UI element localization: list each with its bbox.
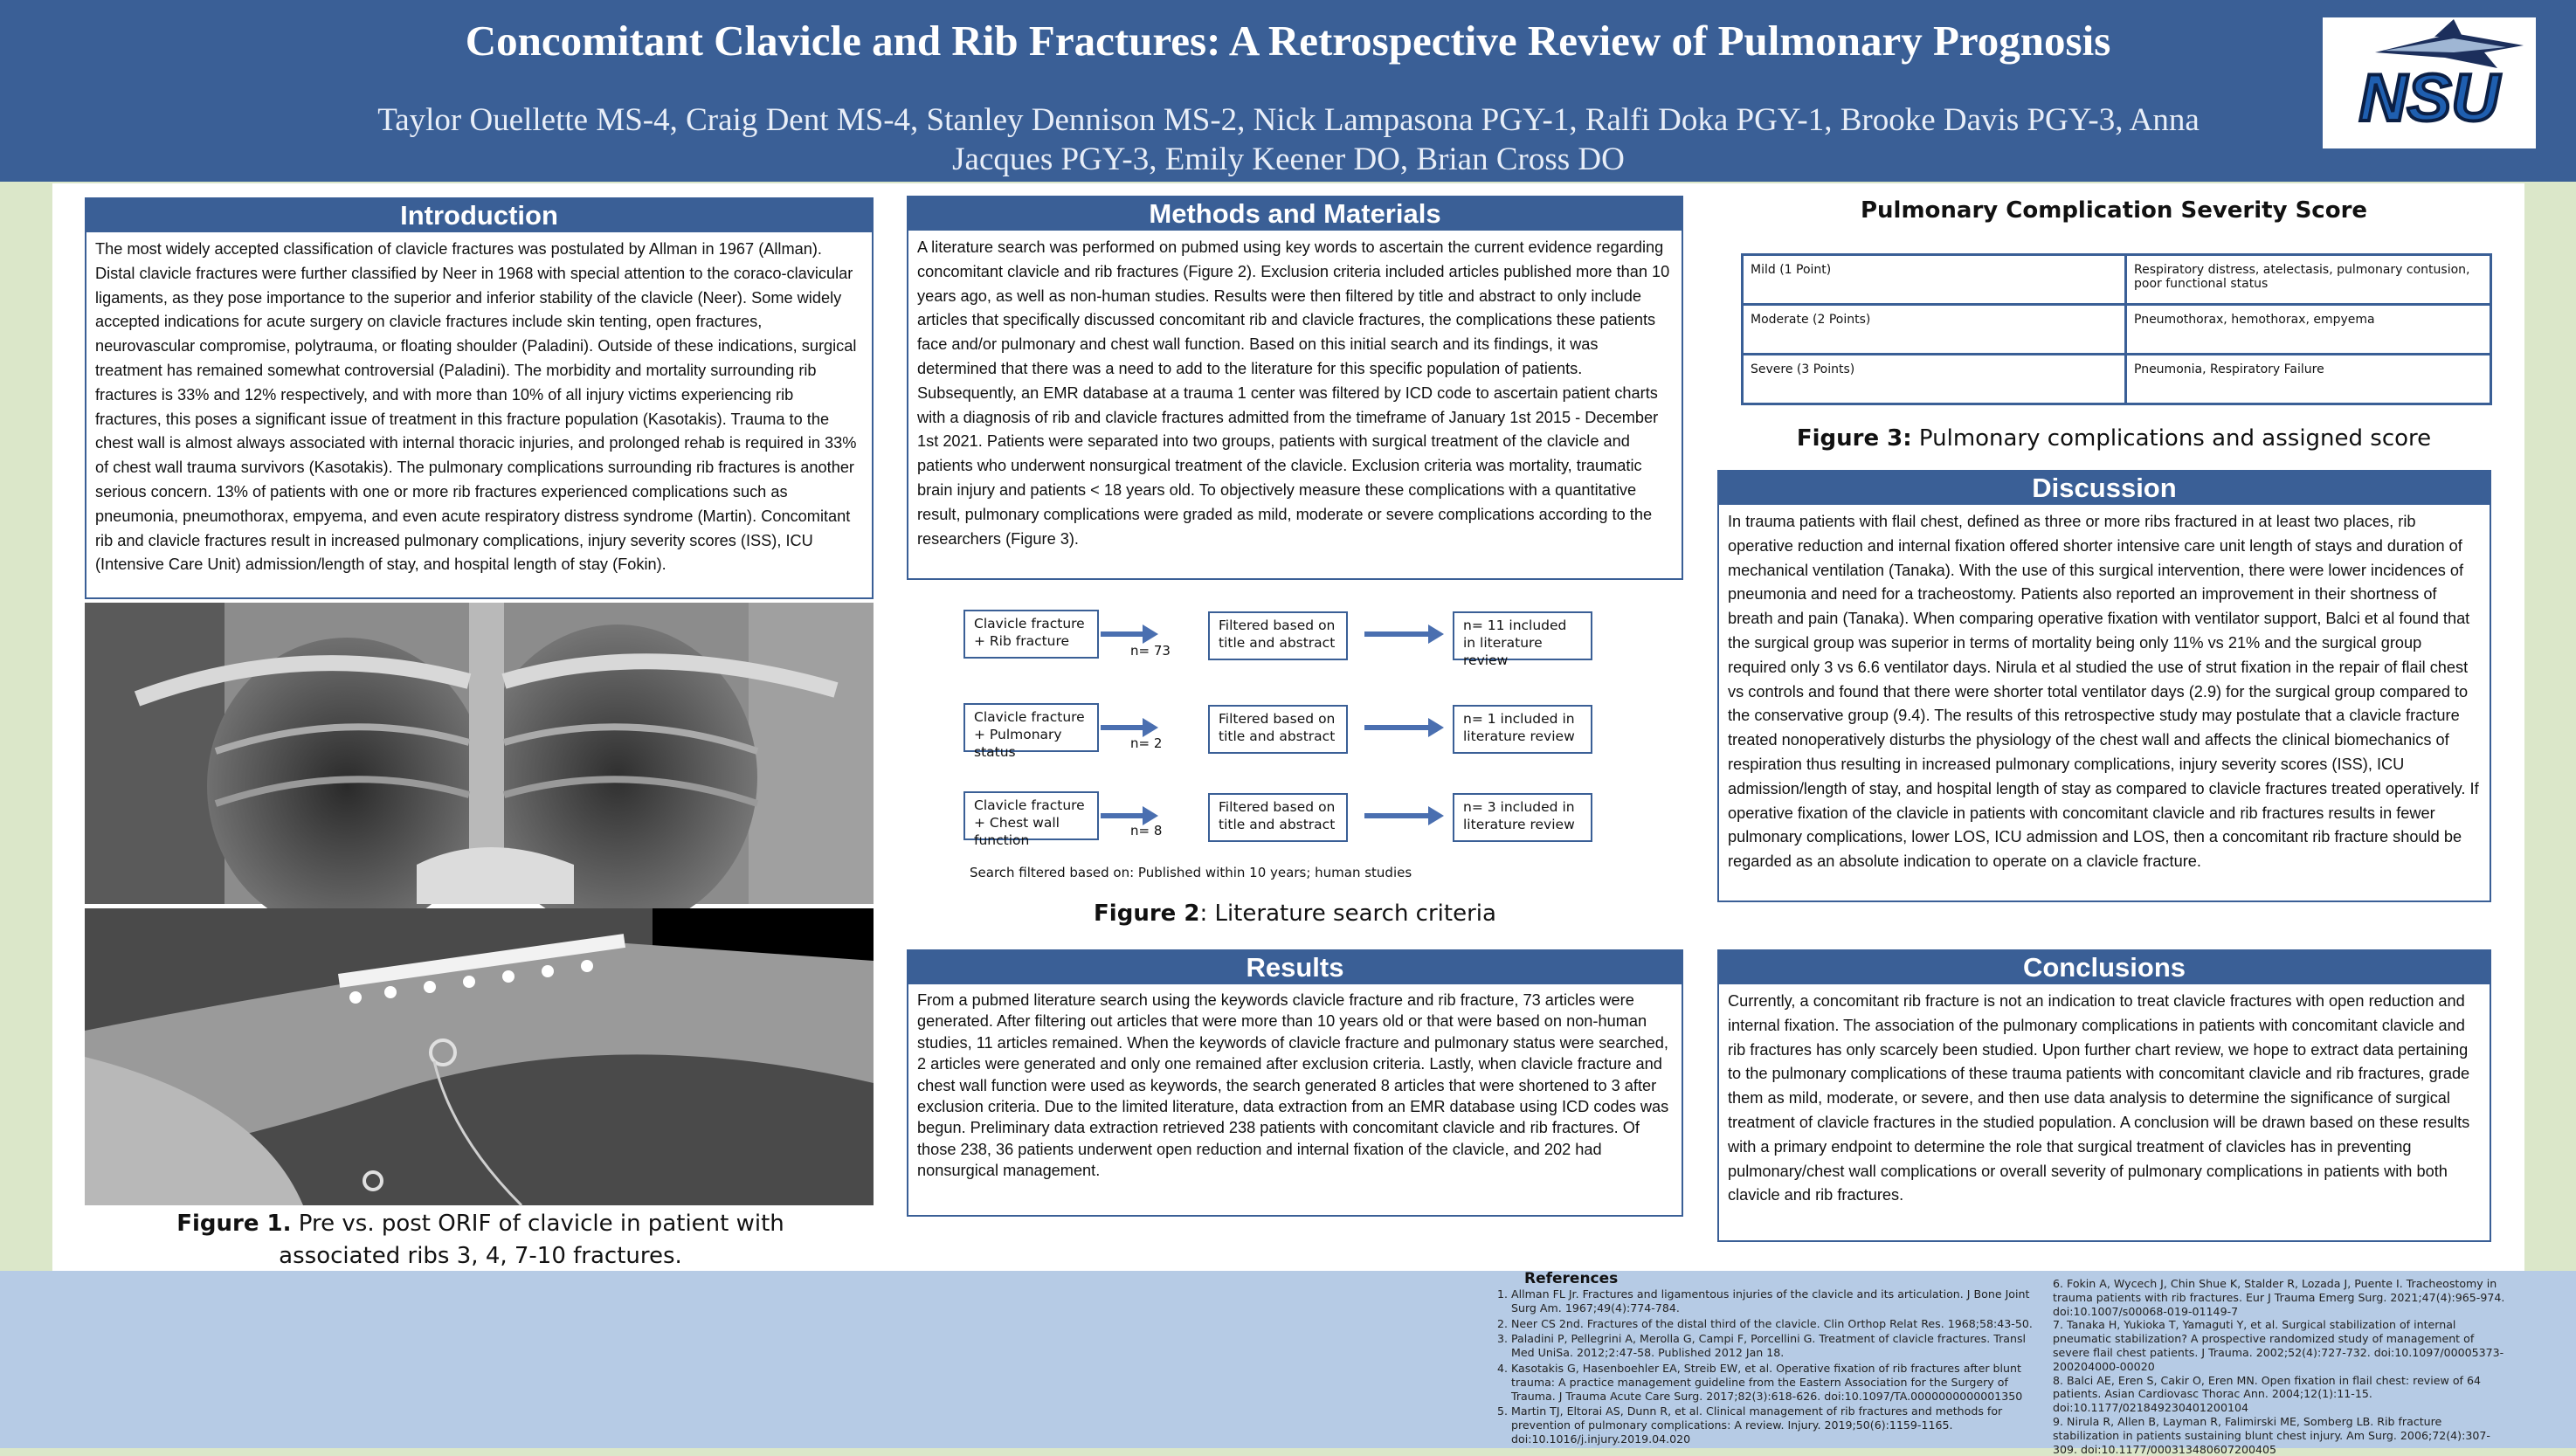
reference-item: 2. Neer CS 2nd. Fractures of the distal third of the clavicle. Clin Orthop Relat Res. 1968;58:43-50. <box>1511 1317 2034 1331</box>
results-text: From a pubmed literature search using the keywords clavicle fracture and rib fracture, 73 articles were generated. After filtering out articles that were more than 10 years old or that were based on non-human studies, 11 articles remained. When the keywords of clavicle fracture and pulmonary status were searched, 2 articles were generated and only one remained after exclusion criteria. Lastly, when clavicle fracture and chest wall function were used as keywords, the search generated 8 articles that were shortened to 3 after exclusion criteria. Due to the limited literature, data extraction from an EMR database using ICD codes was begun. Preliminary data extraction retrieved 238 patients with concomitant clavicle and rib fractures. Of those 238, 36 patients underwent open reduction and internal fixation of the clavicle, and 202 had nonsurgical management. <box>917 991 1669 1180</box>
methods-section <box>907 196 1683 580</box>
figure-2-label: Figure 2 <box>1094 901 1200 927</box>
flow-filter-box: Filtered based on title and abstract <box>1208 705 1348 754</box>
flow-arrow-icon <box>1101 725 1144 730</box>
table-row <box>1743 255 2491 305</box>
severity-items-cell: Respiratory distress, atelectasis, pulmonary contusion, poor functional status <box>2126 255 2491 305</box>
flow-count-label: n= 73 <box>1130 643 1171 659</box>
reference-item: 9. Nirula R, Allen B, Layman R, Falimirski ME, Somberg LB. Rib fracture stabilization in patients sustaining blunt chest injury. Am Surg. 2006;72(4):307-309. doi:10.1177/000313480607200405 <box>2053 1414 2490 1456</box>
search-filter-note: Search filtered based on: Published within 10 years; human studies <box>970 865 1412 880</box>
references-list-left <box>1492 1287 2034 1448</box>
figure-3-label: Figure 3: <box>1796 425 1912 452</box>
conclusions-text: Currently, a concomitant rib fracture is not an indication to treat clavicle fractures with open reduction and internal fixation. The association of the pulmonary complications in patients with concomitant clavicle and rib fractures has only scarcely been studied. Upon further chart review, we hope to extract data pertaining to the pulmonary complications of these trauma patients with concomitant clavicle and rib fractures, grade them as mild, moderate, or severe, and then use data analysis to determine the significance of surgical treatment of clavicle fractures in the studied population. A conclusion will be drawn based on these results with a primary endpoint to determine the role that surgical treatment of clavicles has in preventing pulmonary/chest wall complications or overall severity of pulmonary complications in patients with both clavicle and rib fractures. <box>1728 992 2470 1204</box>
shoulder-xray-image <box>85 908 874 1205</box>
severity-table-wrapper <box>1741 253 2492 405</box>
conclusions-section <box>1717 949 2491 1242</box>
severity-table <box>1741 253 2492 405</box>
literature-search-flowchart <box>907 603 1683 891</box>
reference-item: 8. Balci AE, Eren S, Cakir O, Eren MN. Open fixation in flail chest: review of 64 patients. Asian Cardiovasc Thorac Ann. 2004;12(1):11-15. doi:10.1177/021849230401200104 <box>2053 1373 2481 1415</box>
poster-title: Concomitant Clavicle and Rib Fractures: A Retrospective Review of Pulmonary Prognosis <box>465 17 2111 65</box>
reference-item: 4. Kasotakis G, Hasenboehler EA, Streib EW, et al. Operative fixation of rib fractures after blunt trauma: A practice management guideline from the Eastern Association for the Surgery of Trauma. J Trauma Acute Care Surg. 2017;82(3):618-626. doi:10.1097/TA.0000000000001350 <box>1511 1362 2034 1403</box>
reference-item: 6. Fokin A, Wycech J, Chin Shue K, Stalder R, Lozada J, Puente I. Tracheostomy in trauma patients with rib fractures. Eur J Trauma Emerg Surg. 2021;47(4):965-974. doi:10.1007/s00068-019-01149-7 <box>2053 1277 2505 1318</box>
flow-filter-box: Filtered based on title and abstract <box>1208 611 1348 660</box>
chest-xray-image <box>85 603 874 904</box>
references-heading: References <box>1524 1270 1619 1287</box>
severity-grade-cell: Moderate (2 Points) <box>1743 305 2126 355</box>
flow-arrow-icon <box>1364 725 1430 730</box>
methods-heading: Methods and Materials <box>908 197 1682 231</box>
shark-logo-icon <box>2323 17 2536 148</box>
flow-count-label: n= 8 <box>1130 823 1163 838</box>
severity-items-cell: Pneumonia, Respiratory Failure <box>2126 355 2491 404</box>
flow-result-box: n= 11 included in literature review <box>1453 611 1592 660</box>
discussion-heading: Discussion <box>1719 472 2490 505</box>
flow-result-box: n= 1 included in literature review <box>1453 705 1592 754</box>
introduction-heading: Introduction <box>86 199 872 232</box>
flow-arrow-icon <box>1101 813 1144 818</box>
flow-count-label: n= 2 <box>1130 735 1163 751</box>
reference-item: 1. Allman FL Jr. Fractures and ligamentous injuries of the clavicle and its articulation. J Bone Joint Surg Am. 1967;49(4):774-784. <box>1511 1287 2034 1315</box>
poster-authors: Taylor Ouellette MS-4, Craig Dent MS-4, Stanley Dennison MS-2, Nick Lampasona PGY-1, Ralfi Doka PGY-1, Brooke Davis PGY-3, Anna Jacques PGY-3, Emily Keener DO, Brian Cross DO <box>377 102 2200 177</box>
methods-text: A literature search was performed on pubmed using key words to ascertain the current evidence regarding concomitant clavicle and rib fractures (Figure 2). Exclusion criteria included articles published more than 10 years ago, as well as non-human studies. Results were then filtered by title and abstract to only include articles that specifically discussed concomitant rib and clavicle fractures, the complications these patients face and/or pulmonary and chest wall function. Based on this initial search and its findings, it was determined that there was a need to add to the literature for this specific population of patients. Subsequently, an EMR database at a trauma 1 center was filtered by ICD code to ascertain patient charts with a diagnosis of rib and clavicle fractures admitted from the timeframe of January 1st 2015 - December 1st 2021. Patients were separated into two groups, patients with surgical treatment of the clavicle and patients who underwent nonsurgical treatment of the clavicle. Exclusion criteria was mortality, traumatic brain injury and patients < 18 years old. To objectively measure these complications with a quantitative result, pulmonary complications were graded as mild, moderate or severe complications according to the researchers (Figure 3). <box>917 238 1670 548</box>
severity-table-title: Pulmonary Complication Severity Score <box>1860 197 2368 224</box>
figure-1-text: Pre vs. post ORIF of clavicle in patient with associated ribs 3, 4, 7-10 fractures. <box>279 1211 784 1269</box>
flow-arrow-icon <box>1101 631 1144 637</box>
flow-filter-box: Filtered based on title and abstract <box>1208 793 1348 842</box>
flow-start-box: Clavicle fracture + Chest wall function <box>963 791 1099 840</box>
conclusions-heading: Conclusions <box>1719 951 2490 984</box>
reference-item: 7. Tanaka H, Yukioka T, Yamaguti Y, et al. Surgical stabilization of internal pneumatic stabilization? A prospective randomized study of management of severe flail chest patients. J Trauma. 2002;52(4):727-732. doi:10.1097/00005373-200204000-00020 <box>2053 1318 2504 1373</box>
discussion-section <box>1717 470 2491 902</box>
table-row <box>1743 355 2491 404</box>
table-row <box>1743 305 2491 355</box>
figure-1-caption <box>122 1208 839 1273</box>
references-list-right <box>2053 1277 2507 1456</box>
figure-1-label: Figure 1. <box>176 1211 292 1237</box>
discussion-text: In trauma patients with flail chest, defined as three or more ribs fractured in at least two places, rib operative reduction and internal fixation offered shorter intensive care unit length of stays and duration of mechanical ventilation (Tanaka). With the use of this surgical intervention, there were lower incidences of pneumonia and need for a tracheostomy. Patients also reported an improvement in their shortness of breath and pain (Tanaka). When comparing operative fixation with ventilator support, Balci et al found that the surgical group was superior in terms of mortality being only 11% vs 21% and the surgical group required only 3 vs 6.6 ventilator days. Nirula et al studied the use of strut fixation in the repair of flail chest vs controls and found that there were shorter total ventilator days (2.9) for the surgical group compared to the conservative group (9.4). The results of this retrospective study may postulate that a clavicle fracture treated nonoperatively disturbs the physiology of the chest wall and affects the clinical biomechanics of respiration thus resulting in increased pulmonary complications, injury severity scores (ISS), ICU admission/length of stay, and hospital length of stay as compared to clavicle fractures treated operatively. If operative fixation of the clavicle in patients with concomitant clavicle and rib fractures results in fewer pulmonary complications, lower LOS, ICU admission and LOS, then a concomitant rib fracture should be regarded as an absolute indication to operate on a clavicle fracture. <box>1728 513 2479 871</box>
figure-2-text: : Literature search criteria <box>1199 901 1496 927</box>
flow-arrow-icon <box>1364 813 1430 818</box>
flow-start-box: Clavicle fracture + Pulmonary status <box>963 703 1099 752</box>
results-heading: Results <box>908 951 1682 984</box>
flow-result-box: n= 3 included in literature review <box>1453 793 1592 842</box>
introduction-section <box>85 197 874 599</box>
results-section <box>907 949 1683 1217</box>
figure-2-caption <box>907 898 1683 930</box>
flow-arrow-icon <box>1364 631 1430 637</box>
svg-text:NSU: NSU <box>2358 61 2500 135</box>
severity-items-cell: Pneumothorax, hemothorax, empyema <box>2126 305 2491 355</box>
introduction-text: The most widely accepted classification of clavicle fractures was postulated by Allman in 1967 (Allman). Distal clavicle fractures were further classified by Neer in 1968 with special attention to the coraco-clavicular ligaments, as they pose importance to the superior and inferior stability of the clavicle (Neer). Some widely accepted indications for acute surgery on clavicle fractures include skin tenting, open fractures, neurovascular compromise, polytrauma, or floating shoulder (Paladini). Outside of these indications, surgical treatment has remained somewhat controversial (Paladini). The morbidity and mortality surrounding rib fractures is 33% and 12% respectively, and with more than 10% of all injury victims experiencing rib fractures, this poses a significant issue of treatment in this fracture population (Kasotakis). Trauma to the chest wall is almost always associated with internal thoracic injuries, and prolonged rehab is required in 33% of chest wall trauma survivors (Kasotakis). The pulmonary complications surrounding rib fractures is another serious concern. 13% of patients with one or more rib fractures experienced complications such as pneumonia, pneumothorax, empyema, and even acute respiratory distress syndrome (Martin). Concomitant rib and clavicle fractures result in increased pulmonary complications, injury severity scores (ISS), ICU (Intensive Care Unit) admission/length of stay, and hospital length of stay (Fokin). <box>95 240 857 574</box>
reference-item: 3. Paladini P, Pellegrini A, Merolla G, Campi F, Porcellini G. Treatment of clavicle fractures. Transl Med UniSa. 2012;2:47-58. Published 2012 Jan 18. <box>1511 1332 2034 1360</box>
figure-3-caption <box>1712 423 2516 455</box>
figure-3-text: Pulmonary complications and assigned score <box>1911 425 2432 452</box>
flow-start-box: Clavicle fracture + Rib fracture <box>963 610 1099 659</box>
reference-item: 5. Martin TJ, Eltorai AS, Dunn R, et al. Clinical management of rib fractures and methods for prevention of pulmonary complications: A review. Injury. 2019;50(6):1159-1165. doi:10.1016/j.injury.2019.04.020 <box>1511 1404 2034 1446</box>
nsu-logo <box>2323 17 2536 148</box>
severity-grade-cell: Severe (3 Points) <box>1743 355 2126 404</box>
severity-grade-cell: Mild (1 Point) <box>1743 255 2126 305</box>
